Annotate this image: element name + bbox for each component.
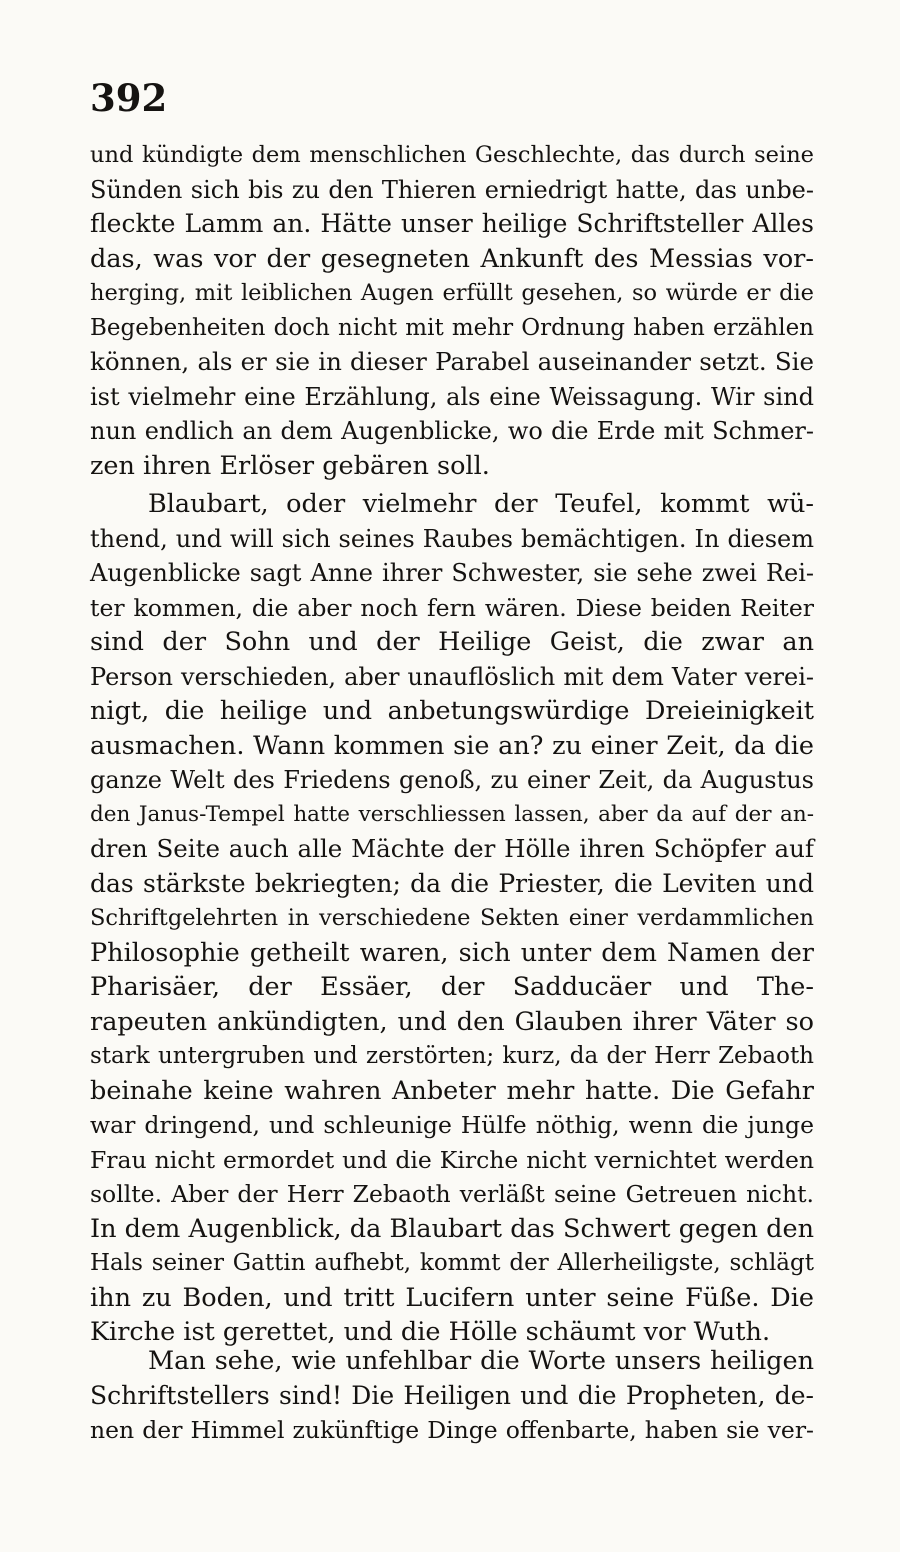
text-line: Man sehe, wie unfehlbar die Worte unsers heiligen xyxy=(148,1346,814,1376)
text-line: Begebenheiten doch nicht mit mehr Ordnung haben erzählen xyxy=(90,314,814,341)
paragraph-1 xyxy=(90,138,814,483)
text-line: nigt, die heilige und anbetungswürdige Dreieinigkeit xyxy=(90,696,814,726)
text-line: Hals seiner Gattin aufhebt, kommt der Allerheiligste, schlägt xyxy=(90,1250,814,1276)
text-line: Pharisäer, der Essäer, der Sadducäer und The- xyxy=(90,972,814,1002)
paragraph-2 xyxy=(90,487,814,1350)
paragraph-3 xyxy=(90,1344,814,1448)
text-line: In dem Augenblick, da Blaubart das Schwert gegen den xyxy=(90,1213,814,1244)
text-line: können, als er sie in dieser Parabel auseinander setzt. Sie xyxy=(90,347,814,376)
text-line: Schriftstellers sind! Die Heiligen und die Propheten, de- xyxy=(90,1380,814,1410)
text-line: nen der Himmel zukünftige Dinge offenbarte, haben sie ver- xyxy=(90,1416,814,1444)
text-line: beinahe keine wahren Anbeter mehr hatte. Die Gefahr xyxy=(90,1075,814,1106)
text-line: das stärkste bekriegten; da die Priester, die Leviten und xyxy=(90,868,814,898)
text-line: ganze Welt des Friedens genoß, zu einer Zeit, da Augustus xyxy=(90,766,814,794)
text-line: Sünden sich bis zu den Thieren erniedrigt hatte, das unbe- xyxy=(90,175,814,204)
text-line: Blaubart, oder vielmehr der Teufel, kommt wü- xyxy=(148,489,814,519)
text-line: ist vielmehr eine Erzählung, als eine Weissagung. Wir sind xyxy=(90,382,814,411)
text-line: thend, und will sich seines Raubes bemächtigen. In diesem xyxy=(90,524,814,553)
text-line: zen ihren Erlöser gebären soll. xyxy=(90,450,490,481)
text-line: fleckte Lamm an. Hätte unser heilige Schriftsteller Alles xyxy=(90,209,814,238)
text-line: ausmachen. Wann kommen sie an? zu einer Zeit, da die xyxy=(90,730,814,761)
page-number: 392 xyxy=(90,76,168,120)
text-line: Person verschieden, aber unauflöslich mit dem Vater verei- xyxy=(90,662,814,691)
text-line: Frau nicht ermordet und die Kirche nicht vernichtet werden xyxy=(90,1145,814,1174)
text-line: Schriftgelehrten in verschiedene Sekten einer verdammlichen xyxy=(90,905,814,931)
text-line: war dringend, und schleunige Hülfe nöthig, wenn die junge xyxy=(90,1111,814,1139)
text-line: und kündigte dem menschlichen Geschlechte, das durch seine xyxy=(90,142,814,168)
text-line: Philosophie getheilt waren, sich unter dem Namen der xyxy=(90,937,814,968)
text-line: Kirche ist gerettet, und die Hölle schäumt vor Wuth. xyxy=(90,1317,771,1347)
text-line: Augenblicke sagt Anne ihrer Schwester, sie sehe zwei Rei- xyxy=(90,559,814,587)
text-line: sollte. Aber der Herr Zebaoth verläßt seine Getreuen nicht. xyxy=(90,1180,814,1208)
text-line: das, was vor der gesegneten Ankunft des Messias vor- xyxy=(90,243,814,274)
text-line: rapeuten ankündigten, und den Glauben ihrer Väter so xyxy=(90,1006,814,1037)
text-line: ter kommen, die aber noch fern wären. Diese beiden Reiter xyxy=(90,593,814,622)
text-line: dren Seite auch alle Mächte der Hölle ihren Schöpfer auf xyxy=(90,834,814,863)
text-line: stark untergruben und zerstörten; kurz, da der Herr Zebaoth xyxy=(90,1043,814,1069)
text-line: den Janus-Tempel hatte verschliessen lassen, aber da auf der an- xyxy=(90,801,814,827)
text-line: sind der Sohn und der Heilige Geist, die zwar an xyxy=(90,627,814,657)
text-line: ihn zu Boden, und tritt Lucifern unter seine Füße. Die xyxy=(90,1282,814,1313)
text-line: nun endlich an dem Augenblicke, wo die Erde mit Schmer- xyxy=(90,417,814,445)
text-line: herging, mit leiblichen Augen erfüllt gesehen, so würde er die xyxy=(90,280,814,306)
